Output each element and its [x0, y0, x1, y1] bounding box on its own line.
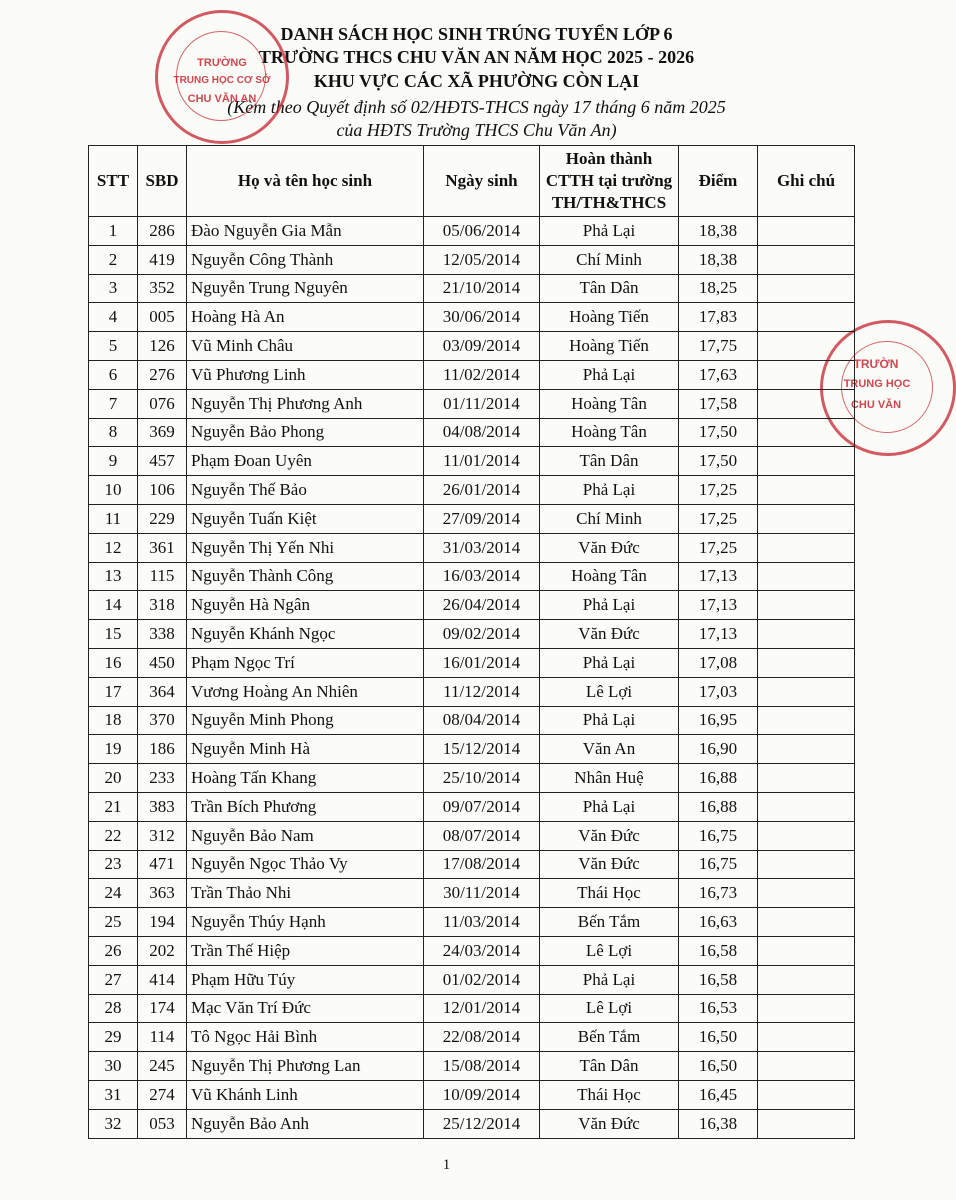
cell-school: Hoàng Tân: [540, 389, 679, 418]
seal-text-2: TRUNG HỌC CƠ SỞ: [173, 75, 271, 86]
cell-name: Mạc Văn Trí Đức: [187, 994, 424, 1023]
cell-school: Văn Đức: [540, 533, 679, 562]
cell-name: Nguyễn Minh Hà: [187, 735, 424, 764]
cell-note: [758, 1109, 855, 1138]
cell-sbd: 245: [138, 1052, 187, 1081]
cell-stt: 11: [89, 504, 138, 533]
cell-school: Phả Lại: [540, 476, 679, 505]
cell-score: 16,38: [679, 1109, 758, 1138]
cell-sbd: 364: [138, 677, 187, 706]
cell-name: Nguyễn Minh Phong: [187, 706, 424, 735]
cell-stt: 7: [89, 389, 138, 418]
cell-school: Văn Đức: [540, 821, 679, 850]
cell-note: [758, 447, 855, 476]
table-row: [89, 1023, 855, 1052]
cell-score: 17,75: [679, 332, 758, 361]
cell-school: Hoàng Tân: [540, 562, 679, 591]
cell-dob: 11/12/2014: [424, 677, 540, 706]
table-row: [89, 504, 855, 533]
cell-sbd: 106: [138, 476, 187, 505]
cell-school: Phả Lại: [540, 792, 679, 821]
cell-school: Tân Dân: [540, 274, 679, 303]
table-row: [89, 706, 855, 735]
table-row: [89, 476, 855, 505]
table-row: [89, 908, 855, 937]
cell-dob: 09/07/2014: [424, 792, 540, 821]
title-line-1: DANH SÁCH HỌC SINH TRÚNG TUYỂN LỚP 6: [280, 24, 673, 44]
cell-stt: 20: [89, 764, 138, 793]
cell-sbd: 363: [138, 879, 187, 908]
table-body: [89, 217, 855, 1139]
cell-note: [758, 245, 855, 274]
cell-note: [758, 360, 855, 389]
cell-note: [758, 706, 855, 735]
cell-dob: 30/06/2014: [424, 303, 540, 332]
cell-sbd: 115: [138, 562, 187, 591]
cell-name: Phạm Hữu Túy: [187, 965, 424, 994]
table-row: [89, 677, 855, 706]
cell-score: 17,25: [679, 476, 758, 505]
cell-name: Vương Hoàng An Nhiên: [187, 677, 424, 706]
cell-stt: 22: [89, 821, 138, 850]
cell-name: Nguyễn Thị Phương Anh: [187, 389, 424, 418]
cell-name: Nguyễn Hà Ngân: [187, 591, 424, 620]
table-row: [89, 245, 855, 274]
cell-dob: 21/10/2014: [424, 274, 540, 303]
cell-sbd: 174: [138, 994, 187, 1023]
cell-score: 18,38: [679, 217, 758, 246]
col-school-line-3: TH/TH&THCS: [551, 193, 667, 212]
cell-dob: 17/08/2014: [424, 850, 540, 879]
cell-score: 17,13: [679, 591, 758, 620]
cell-score: 17,25: [679, 533, 758, 562]
cell-note: [758, 792, 855, 821]
col-school-line-1: Hoàn thành: [565, 149, 653, 168]
cell-name: Nguyễn Thành Công: [187, 562, 424, 591]
col-school-line-2: CTTH tại trường: [545, 171, 673, 190]
cell-score: 16,88: [679, 792, 758, 821]
cell-school: Bến Tắm: [540, 1023, 679, 1052]
cell-stt: 18: [89, 706, 138, 735]
cell-dob: 01/11/2014: [424, 389, 540, 418]
cell-school: Hoàng Tiến: [540, 332, 679, 361]
cell-score: 16,53: [679, 994, 758, 1023]
school-seal-stamp: [155, 10, 289, 144]
cell-note: [758, 821, 855, 850]
cell-sbd: 186: [138, 735, 187, 764]
cell-score: 17,13: [679, 562, 758, 591]
cell-name: Nguyễn Công Thành: [187, 245, 424, 274]
cell-sbd: 286: [138, 217, 187, 246]
cell-note: [758, 1023, 855, 1052]
cell-score: 16,75: [679, 821, 758, 850]
cell-school: Tân Dân: [540, 1052, 679, 1081]
cell-stt: 5: [89, 332, 138, 361]
page-number: 1: [442, 1157, 451, 1173]
cell-sbd: 053: [138, 1109, 187, 1138]
table-row: [89, 274, 855, 303]
cell-score: 16,50: [679, 1052, 758, 1081]
cell-stt: 2: [89, 245, 138, 274]
cell-sbd: 229: [138, 504, 187, 533]
cell-dob: 09/02/2014: [424, 620, 540, 649]
cell-note: [758, 677, 855, 706]
cell-school: Văn Đức: [540, 1109, 679, 1138]
table-row: [89, 821, 855, 850]
cell-score: 16,88: [679, 764, 758, 793]
cell-dob: 27/09/2014: [424, 504, 540, 533]
cell-sbd: 274: [138, 1080, 187, 1109]
cell-score: 18,25: [679, 274, 758, 303]
cell-school: Văn Đức: [540, 850, 679, 879]
cell-name: Trần Thảo Nhi: [187, 879, 424, 908]
table-row: [89, 533, 855, 562]
table-row: [89, 562, 855, 591]
cell-school: Phả Lại: [540, 217, 679, 246]
cell-stt: 24: [89, 879, 138, 908]
cell-sbd: 352: [138, 274, 187, 303]
cell-school: Phả Lại: [540, 648, 679, 677]
cell-school: Lê Lợi: [540, 994, 679, 1023]
cell-note: [758, 735, 855, 764]
cell-score: 16,58: [679, 936, 758, 965]
cell-note: [758, 965, 855, 994]
table-row: [89, 1052, 855, 1081]
cell-name: Hoàng Hà An: [187, 303, 424, 332]
cell-note: [758, 504, 855, 533]
cell-stt: 8: [89, 418, 138, 447]
cell-note: [758, 994, 855, 1023]
table-row: [89, 994, 855, 1023]
cell-note: [758, 648, 855, 677]
cell-score: 17,58: [679, 389, 758, 418]
cell-name: Đào Nguyễn Gia Mẫn: [187, 217, 424, 246]
cell-dob: 25/12/2014: [424, 1109, 540, 1138]
col-stt: STT: [89, 146, 138, 217]
cell-note: [758, 591, 855, 620]
table-row: [89, 648, 855, 677]
cell-sbd: 202: [138, 936, 187, 965]
cell-school: Phả Lại: [540, 591, 679, 620]
cell-sbd: 076: [138, 389, 187, 418]
cell-school: Bến Tắm: [540, 908, 679, 937]
cell-stt: 28: [89, 994, 138, 1023]
cell-dob: 25/10/2014: [424, 764, 540, 793]
cell-dob: 12/01/2014: [424, 994, 540, 1023]
cell-school: Tân Dân: [540, 447, 679, 476]
cell-dob: 10/09/2014: [424, 1080, 540, 1109]
cell-stt: 14: [89, 591, 138, 620]
cell-dob: 22/08/2014: [424, 1023, 540, 1052]
col-name: Họ và tên học sinh: [187, 146, 424, 217]
cell-dob: 01/02/2014: [424, 965, 540, 994]
cell-sbd: 414: [138, 965, 187, 994]
cell-dob: 11/03/2014: [424, 908, 540, 937]
cell-name: Nguyễn Bảo Anh: [187, 1109, 424, 1138]
cell-school: Lê Lợi: [540, 677, 679, 706]
cell-stt: 16: [89, 648, 138, 677]
cell-note: [758, 389, 855, 418]
table-row: [89, 936, 855, 965]
cell-stt: 26: [89, 936, 138, 965]
cell-score: 16,90: [679, 735, 758, 764]
cell-stt: 32: [89, 1109, 138, 1138]
cell-note: [758, 850, 855, 879]
cell-note: [758, 908, 855, 937]
cell-dob: 16/03/2014: [424, 562, 540, 591]
table-row: [89, 332, 855, 361]
cell-name: Nguyễn Khánh Ngọc: [187, 620, 424, 649]
title-line-3: KHU VỰC CÁC XÃ PHƯỜNG CÒN LẠI: [313, 71, 640, 91]
table-row: [89, 850, 855, 879]
cell-score: 16,45: [679, 1080, 758, 1109]
cell-school: Phả Lại: [540, 706, 679, 735]
cell-stt: 4: [89, 303, 138, 332]
admission-table: [88, 145, 855, 1139]
cell-dob: 15/08/2014: [424, 1052, 540, 1081]
cell-stt: 27: [89, 965, 138, 994]
cell-dob: 03/09/2014: [424, 332, 540, 361]
cell-dob: 12/05/2014: [424, 245, 540, 274]
cell-score: 16,73: [679, 879, 758, 908]
table-row: [89, 1080, 855, 1109]
cell-school: Thái Học: [540, 879, 679, 908]
cell-note: [758, 274, 855, 303]
cell-note: [758, 418, 855, 447]
cell-stt: 23: [89, 850, 138, 879]
cell-stt: 19: [89, 735, 138, 764]
cell-name: Trần Thế Hiệp: [187, 936, 424, 965]
seal-text-1: TRƯỜNG: [197, 57, 247, 69]
cell-name: Hoàng Tấn Khang: [187, 764, 424, 793]
cell-stt: 10: [89, 476, 138, 505]
cell-stt: 31: [89, 1080, 138, 1109]
cell-dob: 31/03/2014: [424, 533, 540, 562]
table-row: [89, 217, 855, 246]
cell-note: [758, 620, 855, 649]
table-row: [89, 1109, 855, 1138]
cell-sbd: 276: [138, 360, 187, 389]
cell-note: [758, 476, 855, 505]
cell-score: 17,08: [679, 648, 758, 677]
cell-name: Tô Ngọc Hải Bình: [187, 1023, 424, 1052]
cell-stt: 25: [89, 908, 138, 937]
cell-dob: 05/06/2014: [424, 217, 540, 246]
cell-name: Nguyễn Trung Nguyên: [187, 274, 424, 303]
table-row: [89, 764, 855, 793]
cell-sbd: 114: [138, 1023, 187, 1052]
cell-school: Văn Đức: [540, 620, 679, 649]
cell-sbd: 338: [138, 620, 187, 649]
cell-stt: 6: [89, 360, 138, 389]
cell-stt: 30: [89, 1052, 138, 1081]
cell-dob: 26/01/2014: [424, 476, 540, 505]
cell-name: Nguyễn Thúy Hạnh: [187, 908, 424, 937]
cell-score: 16,63: [679, 908, 758, 937]
cell-stt: 13: [89, 562, 138, 591]
cell-name: Nguyễn Thị Yến Nhi: [187, 533, 424, 562]
cell-score: 17,25: [679, 504, 758, 533]
cell-name: Vũ Minh Châu: [187, 332, 424, 361]
cell-sbd: 370: [138, 706, 187, 735]
cell-name: Nguyễn Thế Bảo: [187, 476, 424, 505]
cell-dob: 30/11/2014: [424, 879, 540, 908]
cell-note: [758, 879, 855, 908]
table-row: [89, 620, 855, 649]
cell-sbd: 233: [138, 764, 187, 793]
cell-name: Nguyễn Bảo Nam: [187, 821, 424, 850]
cell-stt: 21: [89, 792, 138, 821]
cell-name: Nguyễn Ngọc Thảo Vy: [187, 850, 424, 879]
cell-score: 17,13: [679, 620, 758, 649]
table-row: [89, 735, 855, 764]
col-score: Điểm: [679, 146, 758, 217]
cell-dob: 15/12/2014: [424, 735, 540, 764]
table-row: [89, 447, 855, 476]
cell-stt: 17: [89, 677, 138, 706]
cell-dob: 08/04/2014: [424, 706, 540, 735]
cell-stt: 1: [89, 217, 138, 246]
cell-school: Hoàng Tân: [540, 418, 679, 447]
table-row: [89, 792, 855, 821]
cell-score: 16,95: [679, 706, 758, 735]
seal-text-3: CHU VĂN AN: [187, 93, 257, 105]
cell-name: Nguyễn Bảo Phong: [187, 418, 424, 447]
cell-dob: 11/01/2014: [424, 447, 540, 476]
cell-school: Hoàng Tiến: [540, 303, 679, 332]
table-row: [89, 879, 855, 908]
cell-school: Nhân Huệ: [540, 764, 679, 793]
cell-sbd: 194: [138, 908, 187, 937]
cell-sbd: 312: [138, 821, 187, 850]
subtitle-decision: (Kèm theo Quyết định số 02/HĐTS-THCS ngày 17 tháng 6 năm 2025: [227, 97, 726, 117]
cell-sbd: 126: [138, 332, 187, 361]
cell-school: Thái Học: [540, 1080, 679, 1109]
cell-sbd: 419: [138, 245, 187, 274]
col-sbd: SBD: [138, 146, 187, 217]
cell-score: 17,03: [679, 677, 758, 706]
cell-score: 17,50: [679, 447, 758, 476]
table-row: [89, 360, 855, 389]
margin-seal-text-3: CHU VĂN: [850, 399, 902, 411]
cell-stt: 3: [89, 274, 138, 303]
cell-stt: 9: [89, 447, 138, 476]
table-header-row: [89, 146, 855, 217]
cell-score: 16,75: [679, 850, 758, 879]
col-note: Ghi chú: [758, 146, 855, 217]
cell-score: 18,38: [679, 245, 758, 274]
cell-school: Chí Minh: [540, 245, 679, 274]
cell-sbd: 471: [138, 850, 187, 879]
cell-sbd: 369: [138, 418, 187, 447]
cell-score: 17,50: [679, 418, 758, 447]
cell-note: [758, 764, 855, 793]
cell-name: Phạm Đoan Uyên: [187, 447, 424, 476]
cell-score: 17,83: [679, 303, 758, 332]
cell-name: Nguyễn Tuấn Kiệt: [187, 504, 424, 533]
cell-school: Văn An: [540, 735, 679, 764]
cell-name: Phạm Ngọc Trí: [187, 648, 424, 677]
cell-dob: 26/04/2014: [424, 591, 540, 620]
cell-note: [758, 332, 855, 361]
cell-note: [758, 303, 855, 332]
table-row: [89, 303, 855, 332]
cell-school: Lê Lợi: [540, 936, 679, 965]
cell-dob: 16/01/2014: [424, 648, 540, 677]
cell-stt: 15: [89, 620, 138, 649]
cell-note: [758, 533, 855, 562]
cell-name: Vũ Khánh Linh: [187, 1080, 424, 1109]
cell-sbd: 361: [138, 533, 187, 562]
cell-sbd: 005: [138, 303, 187, 332]
table-row: [89, 965, 855, 994]
cell-school: Phả Lại: [540, 360, 679, 389]
margin-seal-text-2: TRUNG HỌC: [843, 378, 911, 390]
cell-school: Chí Minh: [540, 504, 679, 533]
cell-sbd: 450: [138, 648, 187, 677]
table-row: [89, 591, 855, 620]
cell-dob: 04/08/2014: [424, 418, 540, 447]
cell-name: Vũ Phương Linh: [187, 360, 424, 389]
cell-note: [758, 936, 855, 965]
cell-stt: 29: [89, 1023, 138, 1052]
table-row: [89, 389, 855, 418]
cell-stt: 12: [89, 533, 138, 562]
cell-name: Nguyễn Thị Phương Lan: [187, 1052, 424, 1081]
subtitle-council: của HĐTS Trường THCS Chu Văn An): [336, 120, 617, 140]
cell-score: 16,50: [679, 1023, 758, 1052]
cell-dob: 24/03/2014: [424, 936, 540, 965]
table-row: [89, 418, 855, 447]
col-dob: Ngày sinh: [424, 146, 540, 217]
cell-score: 17,63: [679, 360, 758, 389]
cell-note: [758, 1080, 855, 1109]
cell-note: [758, 562, 855, 591]
cell-name: Trần Bích Phương: [187, 792, 424, 821]
cell-sbd: 318: [138, 591, 187, 620]
cell-note: [758, 217, 855, 246]
margin-seal-text-1: TRƯỜN: [853, 357, 899, 371]
cell-sbd: 383: [138, 792, 187, 821]
title-line-2: TRƯỜNG THCS CHU VĂN AN NĂM HỌC 2025 - 2026: [258, 47, 695, 67]
cell-dob: 11/02/2014: [424, 360, 540, 389]
cell-school: Phả Lại: [540, 965, 679, 994]
cell-dob: 08/07/2014: [424, 821, 540, 850]
cell-sbd: 457: [138, 447, 187, 476]
cell-note: [758, 1052, 855, 1081]
col-school: [540, 146, 679, 217]
cell-score: 16,58: [679, 965, 758, 994]
